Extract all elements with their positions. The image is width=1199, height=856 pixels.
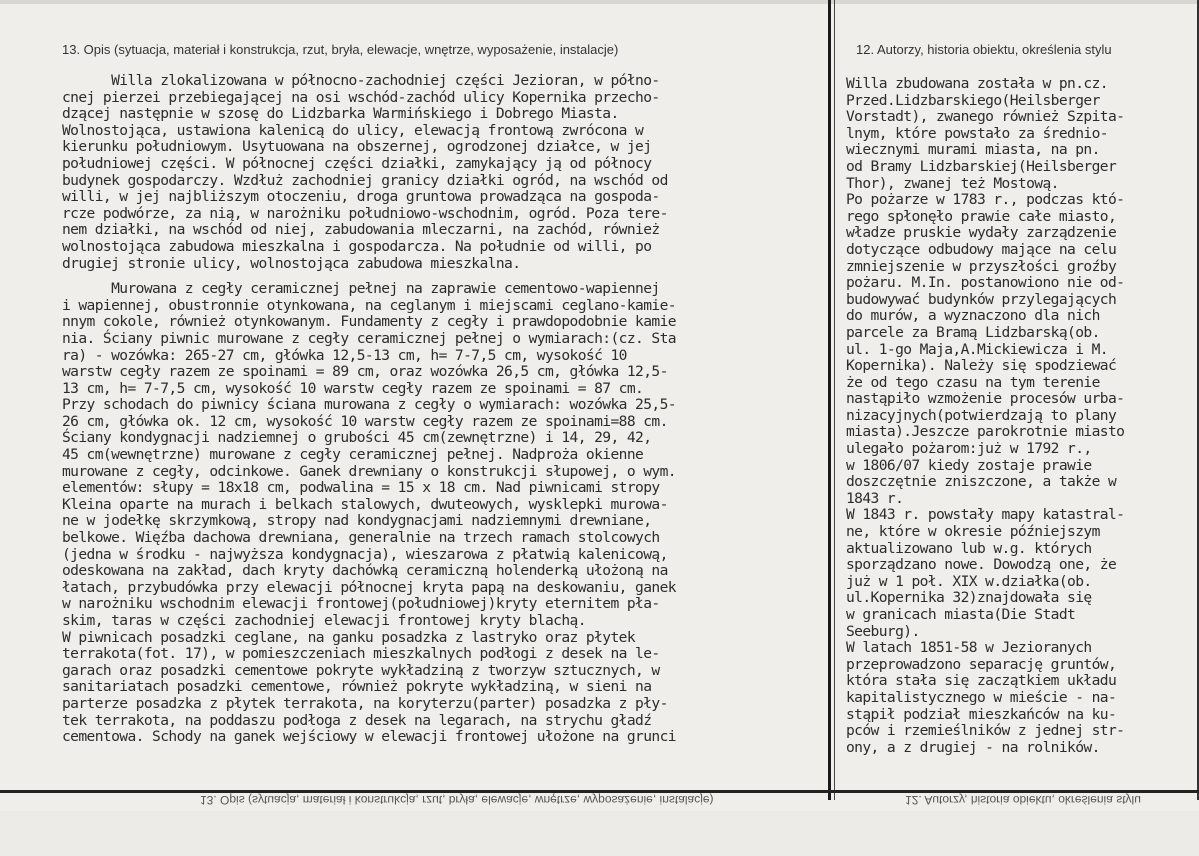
text-line: nizacyjnych(potwierdzają to plany: [846, 406, 1117, 424]
text-line: murowane z cegły, odcinkowe. Ganek drewniany o konstrukcji słupowej, o wym.: [62, 462, 676, 480]
text-line: warstw cegły razem ze spoinami = 89 cm, oraz wozówka 26,5 cm, główka 12,5-: [62, 363, 668, 381]
text-line: przeprowadzono separację gruntów,: [846, 655, 1117, 673]
text-line: aktualizowano lub w.g. których: [846, 539, 1092, 557]
text-line: nem działki, na wschód od niej, zabudowania mleczarni, na zachód, również: [62, 221, 660, 239]
text-line: w granicach miasta(Die Stadt: [846, 606, 1076, 623]
text-line: parterze posadzka z płytek terrakota, na koryterzu(parter) posadzka z pły-: [62, 694, 668, 712]
text-line: drugiej stronie ulicy, wolnostojąca zabudowa mieszkalna.: [62, 254, 521, 272]
text-line: budowywać budynków przylegających: [846, 290, 1117, 308]
text-line: kierunku południowym. Usytuowana na obszernej, ogrodzonej działce, w jej: [62, 138, 652, 156]
text-line: wiecznymi murami miasta, na pn.: [846, 141, 1100, 159]
text-line: terrakota(fot. 17), w pomieszczeniach mieszkalnych podłogi z desek na le-: [62, 645, 660, 663]
text-line: stąpił podział mieszkańców na ku-: [846, 705, 1117, 723]
sheet-top-edge: [0, 0, 1199, 4]
text-line: ulegało pożarom:już w 1792 r.,: [846, 440, 1092, 458]
right-column-header: 12. Autorzy, historia obiektu, określenia stylu: [856, 42, 1112, 57]
text-line: pców i rzemieślników z jednej str-: [846, 722, 1125, 740]
text-line: Willa zbudowana została w pn.cz.: [846, 75, 1108, 92]
left-column-header: 13. Opis (sytuacja, materiał i konstrukcja, rzut, bryła, elewacje, wnętrze, wyposażenie, instalacje): [62, 42, 619, 57]
text-line: Ściany kondygnacji nadziemnej o grubości 45 cm(zewnętrzne) i 14, 29, 42,: [62, 429, 652, 447]
text-line: sanitariatach posadzki cementowe, również pokryte wykładziną, w sieni na: [62, 678, 652, 696]
text-line: wolnostojąca zabudowa mieszkalna i gospodarcza. Na południe od willi, po: [62, 237, 652, 255]
text-line: nnym cokole, również otynkowanym. Fundamenty z cegły i prawdopodobnie kamie: [62, 313, 676, 331]
text-line: ne, które w okresie późniejszym: [846, 523, 1100, 541]
text-line: miasta).Jeszcze parokrotnie miasto: [846, 423, 1125, 441]
text-line: ony, a z drugiej - na rolników.: [846, 738, 1100, 756]
text-line: władze pruskie wydały zarządzenie: [846, 224, 1117, 242]
text-line: kapitalistycznego w mieście - na-: [846, 688, 1117, 706]
text-line: parcele za Bramą Lidzbarską(ob.: [846, 323, 1100, 341]
text-line: Willa zlokalizowana w północno-zachodniej części Jezioran, w półno-: [62, 72, 660, 89]
column-divider-thin: [834, 0, 835, 800]
text-line: w 1806/07 kiedy zostaje prawie: [846, 456, 1092, 474]
text-line: odeskowana na zakład, dach kryty dachówką ceramiczną holenderką ułożoną na: [62, 562, 668, 580]
text-line: Thor), zwanej też Mostową.: [846, 174, 1059, 192]
text-line: budynek gospodarczy. Wzdłuż zachodniej granicy działki ogród, na wschód od: [62, 171, 668, 189]
text-line: od Bramy Lidzbarskiej(Heilsberger: [846, 157, 1117, 175]
text-line: rcze podwórze, za nią, w narożniku południowo-wschodnim, ogród. Poza tere-: [62, 204, 668, 222]
text-line: willi, w jej najbliższym otoczeniu, droga gruntowa prowadząca na gospoda-: [62, 188, 660, 206]
page-bottom-margin: [0, 811, 1199, 856]
text-line: Przy schodach do piwnicy ściana murowana z cegły o wymiarach: wozówka 25,5-: [62, 396, 676, 414]
text-line: która stała się zaczątkiem układu: [846, 672, 1117, 690]
text-line: ul. 1-go Maja,A.Mickiewicza i M.: [846, 340, 1108, 358]
text-line: ra) - wozówka: 265-27 cm, główka 12,5-13 cm, h= 7-7,5 cm, wysokość 10: [62, 346, 627, 364]
text-line: Kleina oparte na murach i belkach stalowych, dwuteowych, wysklepki murowa-: [62, 495, 668, 513]
text-line: nia. Ściany piwnic murowane z cegły ceramicznej pełnej o wymiarach:(cz. Sta: [62, 329, 676, 347]
text-line: południowej części. W północnej części działki, zamykający ją od północy: [62, 154, 652, 172]
text-line: rego spłonęło prawie całe miasto,: [846, 207, 1117, 225]
text-line: Seeburg).: [846, 622, 920, 640]
text-line: ne w jodełkę skrzymkową, stropy nad kondygnacjami nadziemnymi drewniane,: [62, 512, 652, 530]
text-line: i wapiennej, obustronnie otynkowana, na ceglanym i miejscami ceglano-kamie-: [62, 296, 676, 314]
text-line: Po pożarze w 1783 r., podczas któ-: [846, 191, 1125, 209]
text-line: belkowe. Więźba dachowa drewniana, generalnie na trzech ramach stolcowych: [62, 529, 660, 547]
text-line: łatach, przybudówka przy elewacji północnej kryta papą na deskowaniu, ganek: [62, 578, 676, 596]
text-line: 45 cm(wewnętrzne) murowane z cegły ceramicznej pełnej. Nadproża okienne: [62, 446, 644, 464]
text-line: Wolnostojąca, ustawiona kalenicą do ulicy, elewacją frontową zwrócona w: [62, 121, 644, 139]
text-line: elementów: słupy = 18x18 cm, podwalina = 15 x 18 cm. Nad piwnicami stropy: [62, 479, 660, 497]
text-line: doszczętnie zniszczone, a także w: [846, 473, 1117, 491]
text-line: Kopernika). Należy się spodziewać: [846, 357, 1117, 375]
text-line: zmniejszenie w przyszłości groźby: [846, 257, 1117, 275]
text-line: tek terrakota, na poddaszu podłoga z desek na legarach, na strychu gładź: [62, 711, 652, 729]
text-line: skim, taras w części zachodniej elewacji frontowej kryty blachą.: [62, 612, 586, 629]
text-line: W 1843 r. powstały mapy katastral-: [846, 506, 1125, 524]
text-line: cnej pierzei przebiegającej na osi wschód-zachód ulicy Kopernika przecho-: [62, 88, 660, 106]
text-line: że od tego czasu na tym terenie: [846, 373, 1100, 391]
text-line: dzącej następnie w szosę do Lidzbarka Warmińskiego i Dobrego Miasta.: [62, 105, 619, 123]
text-line: 1843 r.: [846, 489, 904, 507]
text-line: dotyczące odbudowy mające na celu: [846, 240, 1117, 258]
text-line: do murów, a wyznaczono dla nich: [846, 307, 1100, 325]
text-line: cementowa. Schody na ganek wejściowy w elewacji frontowej ułożone na grunci: [62, 728, 676, 746]
text-line: ul.Kopernika 32)znajdowała się: [846, 589, 1092, 607]
text-line: już w 1 poł. XIX w.działka(ob.: [846, 572, 1092, 590]
text-line: 13 cm, h= 7-7,5 cm, wysokość 10 warstw cegły razem ze spoinami = 87 cm.: [62, 379, 644, 397]
history-text: [846, 76, 1191, 756]
text-line: Murowana z cegły ceramicznej pełnej na zaprawie cementowo-wapiennej: [62, 280, 660, 298]
text-line: nastąpiło wzmożenie procesów urba-: [846, 390, 1125, 408]
text-line: sporządzano nowe. Dowodzą one, że: [846, 556, 1117, 574]
text-line: w narożniku wschodnim elewacji frontowej(południowej)kryty eternitem pła-: [62, 595, 660, 613]
text-line: lnym, które powstało za średnio-: [846, 124, 1108, 142]
description-text: [62, 73, 832, 746]
text-line: garach oraz posadzki cementowe pokryte wykładziną z tworzyw sztucznych, w: [62, 661, 660, 679]
text-line: Vorstadt), zwanego również Szpita-: [846, 108, 1125, 126]
text-line: Przed.Lidzbarskiego(Heilsberger: [846, 91, 1100, 109]
text-line: pożaru. M.In. postanowiono nie od-: [846, 274, 1125, 292]
text-line: (jedna w środku - najwyższa kondygnacja), wieszarowa z płatwią kalenicową,: [62, 545, 668, 563]
text-line: 26 cm, główka ok. 12 cm, wysokość 10 warstw cegły razem ze spoinami=88 cm.: [62, 412, 668, 430]
mirrored-header-right: 12. Autorzy, historia obiektu, określenia stylu: [905, 793, 1141, 807]
text-line: W latach 1851-58 w Jezioranych: [846, 639, 1092, 657]
mirrored-header-left: 13. Opis (sytuacja, materiał i konstrukcja, rzut, bryła, elewacje, wnętrze, wyposażenie, instalacje): [200, 793, 714, 807]
text-line: W piwnicach posadzki ceglane, na ganku posadzka z lastryko oraz płytek: [62, 628, 636, 646]
